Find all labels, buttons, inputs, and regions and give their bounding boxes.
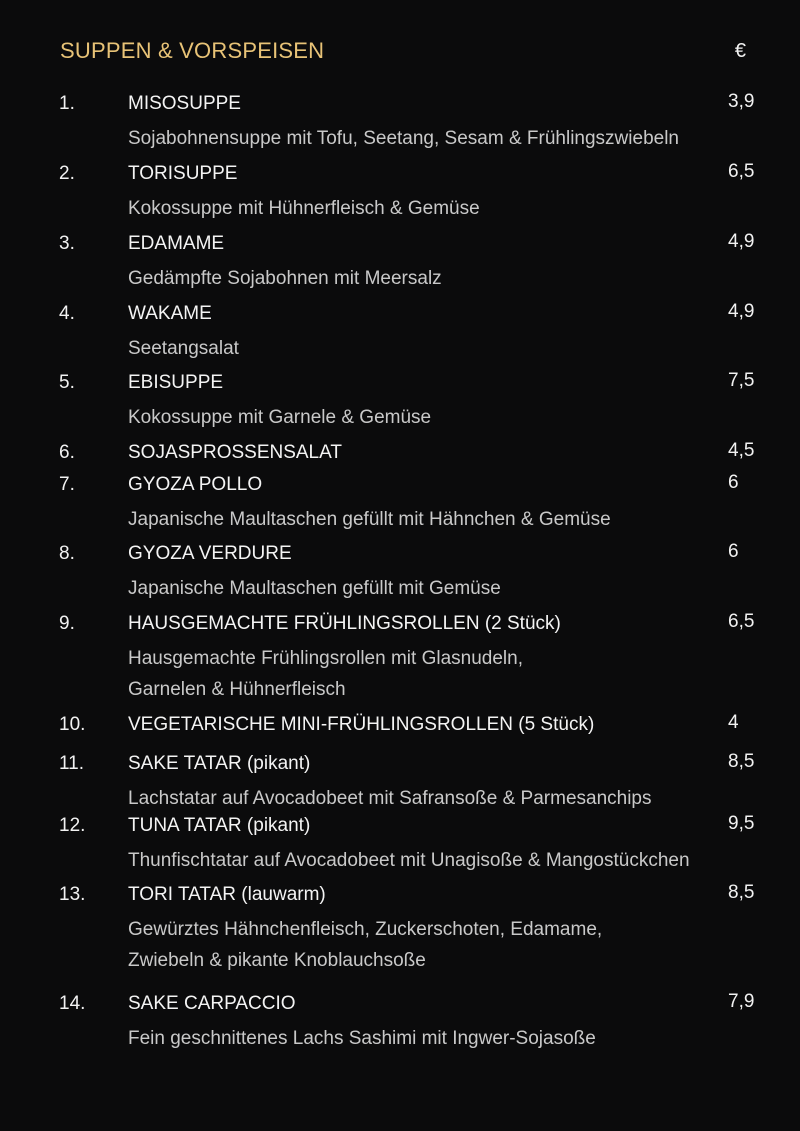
item-name: EBISUPPE (128, 372, 224, 393)
item-description: Sojabohnensuppe mit Tofu, Seetang, Sesam & Frühlingszwiebeln (128, 128, 679, 149)
item-price: 7,9 (728, 991, 755, 1012)
item-description-line: Garnelen & Hühnerfleisch (128, 679, 346, 700)
item-number: 5. (59, 372, 75, 393)
item-name: TUNA TATAR (pikant) (128, 815, 311, 836)
item-name: SOJASPROSSENSALAT (128, 442, 342, 463)
item-price: 3,9 (728, 91, 755, 112)
item-number: 2. (59, 163, 75, 184)
item-number: 8. (59, 543, 75, 564)
item-description: Japanische Maultaschen gefüllt mit Gemüse (128, 578, 501, 599)
item-description: Gedämpfte Sojabohnen mit Meersalz (128, 268, 442, 289)
item-description: Fein geschnittenes Lachs Sashimi mit Ingwer-Sojasoße (128, 1028, 596, 1049)
item-number: 14. (59, 993, 86, 1014)
item-description: Kokossuppe mit Garnele & Gemüse (128, 407, 432, 428)
item-name: EDAMAME (128, 233, 225, 254)
item-price: 4,9 (728, 301, 755, 322)
item-number: 3. (59, 233, 75, 254)
currency-label: € (734, 40, 746, 62)
item-price: 6,5 (728, 611, 755, 632)
item-number: 4. (59, 303, 75, 324)
item-description-line: Hausgemachte Frühlingsrollen mit Glasnudeln, (128, 648, 523, 669)
item-price: 4,5 (728, 440, 755, 461)
item-name: HAUSGEMACHTE FRÜHLINGSROLLEN (2 Stück) (128, 613, 561, 634)
item-name: TORISUPPE (128, 163, 238, 184)
menu-section-header (60, 38, 750, 70)
item-number: 1. (59, 93, 75, 114)
item-price: 7,5 (728, 370, 755, 391)
item-name: MISOSUPPE (128, 93, 241, 114)
item-number: 7. (59, 474, 75, 495)
item-price: 6 (728, 472, 739, 493)
item-price: 8,5 (728, 751, 755, 772)
item-description: Lachstatar auf Avocadobeet mit Safransoße & Parmesanchips (128, 788, 652, 809)
item-name: GYOZA VERDURE (128, 543, 292, 564)
item-number: 9. (59, 613, 75, 634)
item-name: SAKE CARPACCIO (128, 993, 296, 1014)
item-description (128, 643, 758, 705)
item-price: 6 (728, 541, 739, 562)
item-number: 12. (59, 815, 86, 836)
item-description (128, 914, 758, 976)
item-description: Thunfischtatar auf Avocadobeet mit Unagisoße & Mangostückchen (128, 850, 690, 871)
item-description: Kokossuppe mit Hühnerfleisch & Gemüse (128, 198, 480, 219)
item-name: VEGETARISCHE MINI-FRÜHLINGSROLLEN (5 Stück) (128, 714, 595, 735)
section-title: SUPPEN & VORSPEISEN (60, 38, 325, 63)
item-description-line: Gewürztes Hähnchenfleisch, Zuckerschoten, Edamame, (128, 919, 603, 940)
item-price: 8,5 (728, 882, 755, 903)
item-name: SAKE TATAR (pikant) (128, 753, 311, 774)
item-number: 6. (59, 442, 75, 463)
item-price: 6,5 (728, 161, 755, 182)
item-price: 4 (728, 712, 739, 733)
item-number: 13. (59, 884, 86, 905)
item-name: GYOZA POLLO (128, 474, 263, 495)
item-name: TORI TATAR (lauwarm) (128, 884, 326, 905)
item-name: WAKAME (128, 303, 212, 324)
item-price: 4,9 (728, 231, 755, 252)
item-number: 10. (59, 714, 86, 735)
item-description: Japanische Maultaschen gefüllt mit Hähnchen & Gemüse (128, 509, 611, 530)
item-description: Seetangsalat (128, 338, 239, 359)
item-number: 11. (59, 753, 85, 774)
item-price: 9,5 (728, 813, 755, 834)
item-description-line: Zwiebeln & pikante Knoblauchsoße (128, 950, 426, 971)
